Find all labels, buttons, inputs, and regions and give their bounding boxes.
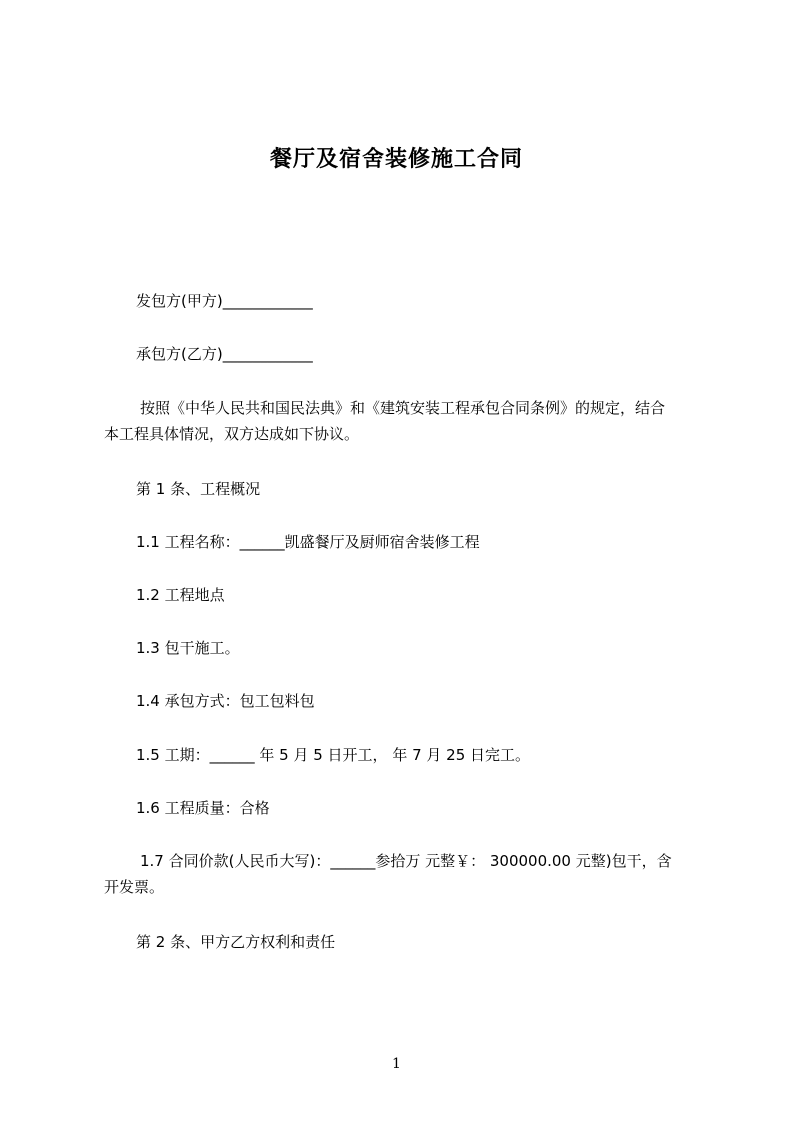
- party-a-blank: ____________: [222, 292, 313, 310]
- item-1-3: 1.3 包干施工。: [136, 639, 240, 657]
- item-1-7-paragraph: [104, 848, 704, 900]
- article-2-heading: 第 2 条、甲方乙方权利和责任: [136, 933, 336, 951]
- party-a-label: 发包方(甲方): [136, 292, 223, 310]
- preamble-paragraph: [104, 395, 704, 447]
- item-1-4: 1.4 承包方式：包工包料包: [136, 692, 315, 710]
- party-b-blank: ____________: [222, 345, 313, 363]
- item-1-7-line-1: 1.7 合同价款(人民币大写)：______参拾万 元整￥： 300000.00 元整)包干，含: [140, 852, 672, 870]
- party-b-line: [136, 341, 313, 367]
- party-b-label: 承包方(乙方): [136, 345, 223, 363]
- item-1-6: 1.6 工程质量：合格: [136, 799, 270, 817]
- item-1-5: 1.5 工期：______ 年 5 月 5 日开工， 年 7 月 25 日完工。: [136, 746, 531, 764]
- page-number: 1: [392, 1056, 401, 1072]
- preamble-line-1: 按照《中华人民共和国民法典》和《建筑安装工程承包合同条例》的规定，结合: [140, 399, 666, 417]
- item-1-2: 1.2 工程地点: [136, 586, 225, 604]
- document-title: 餐厅及宿舍装修施工合同: [269, 147, 523, 172]
- party-a-line: [136, 288, 313, 314]
- article-1-heading: 第 1 条、工程概况: [136, 480, 261, 498]
- item-1-7-line-2: 开发票。: [104, 878, 165, 896]
- item-1-1: 1.1 工程名称：______凯盛餐厅及厨师宿舍装修工程: [136, 533, 480, 551]
- preamble-line-2: 本工程具体情况，双方达成如下协议。: [104, 425, 360, 443]
